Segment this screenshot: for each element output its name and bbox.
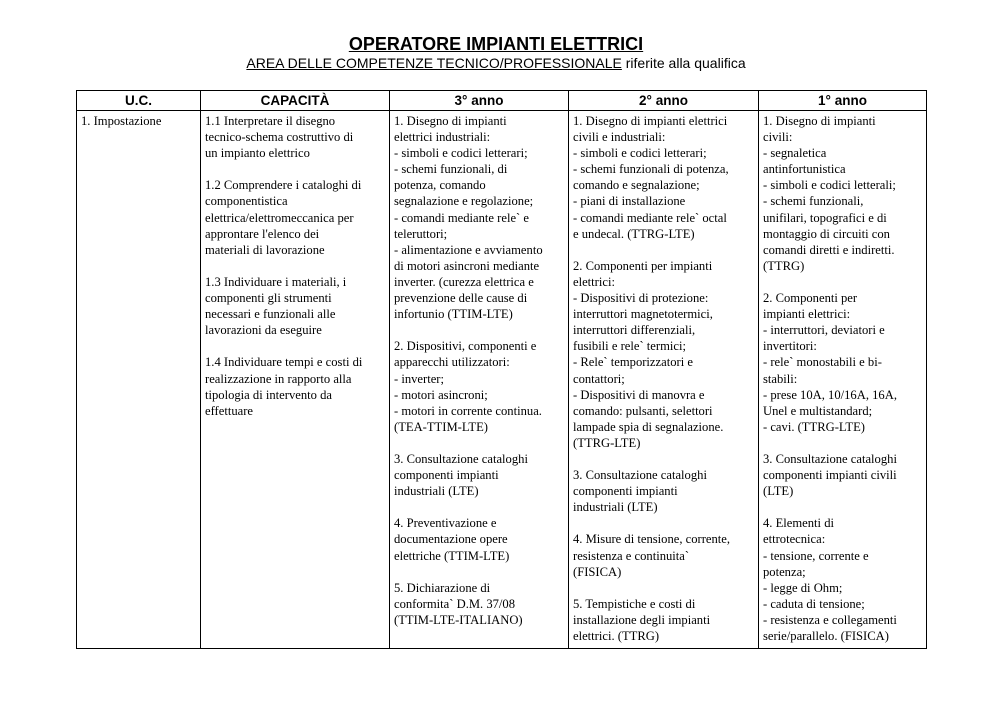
header-anno-2: 2° anno <box>569 91 759 111</box>
anno1-item: 2. Componenti per impianti elettrici: - interruttori, deviatori e invertitori: - rele` monostabili e bi- stabili: - prese 10A, 10/16A, 16A, Unel e multistandard; - cavi. (TTRG-LTE) <box>763 291 897 434</box>
anno3-item: 4. Preventivazione e documentazione opere elettriche (TTIM-LTE) <box>394 516 510 563</box>
capacita-item: 1.4 Individuare tempi e costi di realizzazione in rapporto alla tipologia di intervento da effettuare <box>205 355 363 418</box>
capacita-item: 1.1 Interpretare il disegno tecnico-schema costruttivo di un impianto elettrico <box>205 114 354 161</box>
anno3-item: 2. Dispositivi, componenti e apparecchi utilizzatori: - inverter; - motori asincroni; - motori in corrente continua. (TEA-TTIM-LTE) <box>394 339 542 434</box>
anno2-item: 5. Tempistiche e costi di installazione degli impianti elettrici. (TTRG) <box>573 596 711 643</box>
anno2-item: 2. Componenti per impianti elettrici: - Dispositivi di protezione: interruttori magnetotermici, interruttori differenziali, fusibili e rele` termici; - Rele` temporizzatori e contattori; - Dispositivi di manovra e comando: pulsanti, selettori lampade spia di segnalazione. (TTRG-LTE) <box>573 258 724 450</box>
cell-anno-2 <box>569 111 759 649</box>
table-row <box>77 111 927 649</box>
document-title: OPERATORE IMPIANTI ELETTRICI <box>348 34 644 54</box>
anno3-item: 5. Dichiarazione di conformita` D.M. 37/08 (TTIM-LTE-ITALIANO) <box>394 580 523 627</box>
cell-anno-1 <box>759 111 927 649</box>
subtitle-qualifier: riferite alla qualifica <box>621 55 746 71</box>
document-subtitle <box>0 55 992 72</box>
capacita-item: 1.2 Comprendere i cataloghi di componentistica elettrica/elettromeccanica per approntare l'elenco dei materiali di lavorazione <box>205 178 362 257</box>
uc-label: 1. Impostazione <box>81 114 162 128</box>
header-anno-1: 1° anno <box>759 91 927 111</box>
cell-uc <box>77 111 201 649</box>
cell-anno-3 <box>390 111 569 649</box>
cell-capacita <box>201 111 390 649</box>
anno3-item: 1. Disegno di impianti elettrici industriali: - simboli e codici letterari; - schemi funzionali, di potenza, comando segnalazione e regolazione; - comandi mediante rele` e teleruttori; - alimentazione e avviamento di motori asincroni mediante inverter. (curezza elettrica e prevenzione delle cause di infortunio (TTIM-LTE) <box>394 114 543 322</box>
capacita-item: 1.3 Individuare i materiali, i componenti gli strumenti necessari e funzionali alle lavorazioni da eseguire <box>205 274 347 338</box>
competence-table <box>76 90 927 649</box>
subtitle-area: AREA DELLE COMPETENZE TECNICO/PROFESSIONALE <box>246 55 622 71</box>
header-uc: U.C. <box>77 91 201 111</box>
anno1-item: 4. Elementi di ettrotecnica: - tensione, corrente e potenza; - legge di Ohm; - caduta di tensione; - resistenza e collegamenti serie/parallelo. (FISICA) <box>763 516 897 643</box>
anno1-item: 3. Consultazione cataloghi componenti impianti civili (LTE) <box>763 451 897 499</box>
anno2-item: 3. Consultazione cataloghi componenti impianti industriali (LTE) <box>573 468 707 515</box>
header-capacita: CAPACITÀ <box>201 91 390 111</box>
anno2-item: 4. Misure di tensione, corrente, resistenza e continuita` (FISICA) <box>573 532 731 579</box>
anno2-item: 1. Disegno di impianti elettrici civili e industriali: - simboli e codici letterari; - schemi funzionali di potenza, comando e segnalazione; - piani di installazione - comandi mediante rele` octal e undecal. (TTRG-LTE) <box>573 114 729 241</box>
table-header-row <box>77 91 927 111</box>
anno3-item: 3. Consultazione cataloghi componenti impianti industriali (LTE) <box>394 451 528 499</box>
anno1-item: 1. Disegno di impianti civili: - segnaletica antinfortunistica - simboli e codici letterali; - schemi funzionali, unifilari, topografici e di montaggio di circuiti con comandi diretti e indiretti. (TTRG) <box>763 114 896 273</box>
header-anno-3: 3° anno <box>390 91 569 111</box>
